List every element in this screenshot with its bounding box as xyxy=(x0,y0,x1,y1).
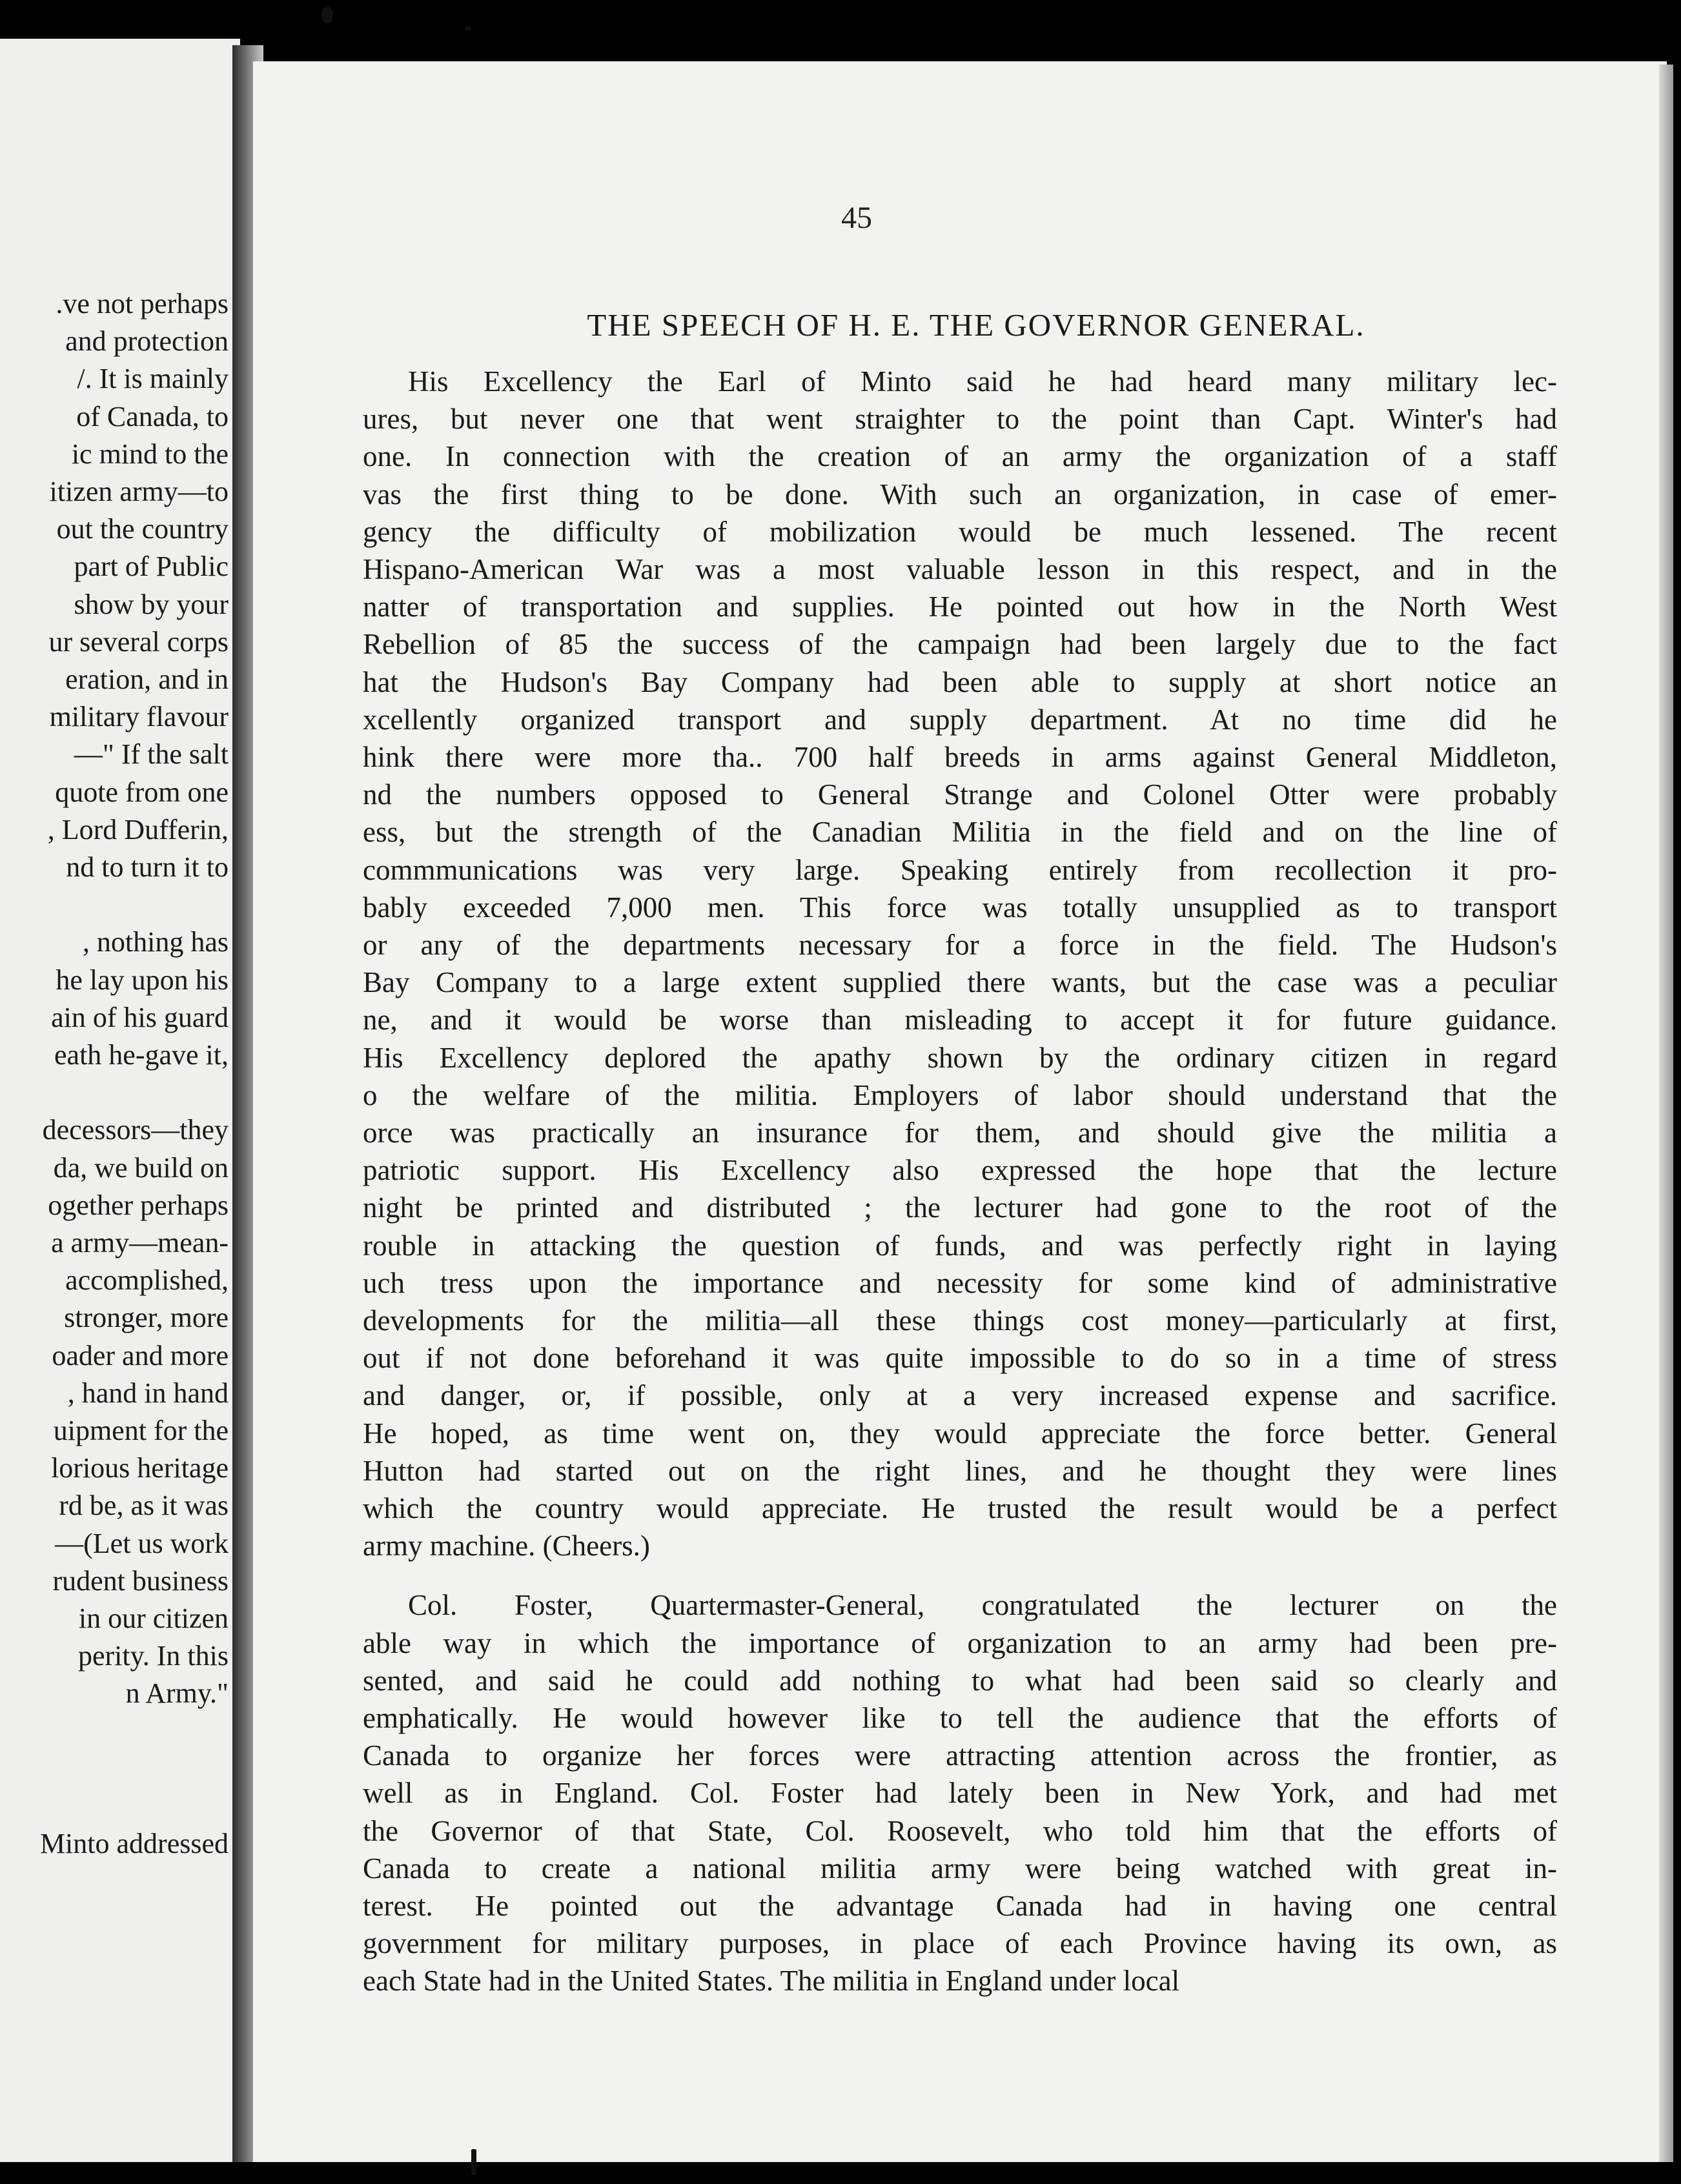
facing-page-line: in our citizen xyxy=(78,1603,229,1634)
body-line: commmunications was very large. Speaking entirely from recollection it pro- xyxy=(363,853,1557,886)
body-line: Canada to organize her forces were attracting attention across the frontier, as xyxy=(363,1739,1557,1772)
scan-speck xyxy=(321,6,333,23)
body-line: or any of the departments necessary for a force in the field. The Hudson's xyxy=(363,929,1557,961)
body-line: developments for the militia—all these things cost money—particularly at first, xyxy=(363,1304,1557,1337)
body-line: sented, and said he could add nothing to what had been said so clearly and xyxy=(363,1664,1557,1697)
body-line: patriotic support. His Excellency also expressed the hope that the lecture xyxy=(363,1154,1557,1187)
body-line: nd the numbers opposed to General Strange and Colonel Otter were probably xyxy=(363,778,1557,811)
facing-page-line: lorious heritage xyxy=(51,1452,229,1484)
facing-page-line: of Canada, to xyxy=(76,400,229,432)
facing-page-line: uipment for the xyxy=(53,1415,229,1446)
body-line: the Governor of that State, Col. Roosevelt, who told him that the efforts of xyxy=(363,1814,1557,1847)
facing-page-line: out the country xyxy=(56,513,229,545)
facing-page-line: itizen army—to xyxy=(49,476,229,507)
body-line: Canada to create a national militia army were being watched with great in- xyxy=(363,1852,1557,1885)
page-heading: THE SPEECH OF H. E. THE GOVERNOR GENERAL. xyxy=(587,307,1365,343)
facing-page-line: oader and more xyxy=(52,1339,229,1371)
body-line: hink there were more tha.. 700 half breeds in arms against General Middleton, xyxy=(363,741,1557,773)
facing-page-line: ain of his guard xyxy=(51,1001,229,1033)
page-edge xyxy=(1659,65,1673,2162)
page-number: 45 xyxy=(841,201,872,235)
facing-page-line: quote from one xyxy=(55,776,229,808)
body-line: government for military purposes, in place of each Province having its own, as xyxy=(363,1927,1557,1960)
body-line: army machine. (Cheers.) xyxy=(363,1530,650,1562)
facing-page-line: a army—mean- xyxy=(51,1227,229,1259)
facing-page-line: show by your xyxy=(74,588,229,620)
facing-page-line: , nothing has xyxy=(82,926,229,958)
body-line: rouble in attacking the question of funds, and was perfectly right in laying xyxy=(363,1229,1557,1262)
facing-page-line: da, we build on xyxy=(53,1151,229,1184)
body-line: uch tress upon the importance and necessity for some kind of administrative xyxy=(363,1266,1557,1299)
body-line: each State had in the United States. The militia in England under local xyxy=(363,1965,1180,1997)
facing-page-line: eration, and in xyxy=(65,663,229,695)
facing-page-line: rd be, as it was xyxy=(59,1490,229,1522)
facing-page-line: military flavour xyxy=(49,701,229,733)
facing-page-line: stronger, more xyxy=(64,1302,229,1334)
body-line: vas the first thing to be done. With such an organization, in case of emer- xyxy=(363,478,1557,511)
facing-page-line: ic mind to the xyxy=(71,438,229,470)
body-line: and danger, or, if possible, only at a very increased expense and sacrifice. xyxy=(363,1379,1557,1412)
body-line: o the welfare of the militia. Employers of labor should understand that the xyxy=(363,1078,1557,1111)
body-line: Rebellion of 85 the success of the campaign had been largely due to the fact xyxy=(363,628,1557,661)
body-line: bably exceeded 7,000 men. This force was totally unsupplied as to transport xyxy=(363,891,1557,924)
facing-page-line: eath he-gave it, xyxy=(54,1039,229,1071)
facing-page-line: ogether perhaps xyxy=(48,1189,229,1221)
body-line: ess, but the strength of the Canadian Militia in the field and on the line of xyxy=(363,816,1557,849)
facing-page-line: Minto addressed xyxy=(39,1828,229,1860)
facing-page-line: /. It is mainly xyxy=(77,363,229,395)
facing-page-line: he lay upon his xyxy=(56,964,229,996)
facing-page-line: part of Public xyxy=(74,551,229,583)
body-line: His Excellency deplored the apathy shown by the ordinary citizen in regard xyxy=(363,1041,1557,1074)
body-line: ures, but never one that went straighter to the point than Capt. Winter's had xyxy=(363,403,1557,436)
facing-page-line: nd to turn it to xyxy=(66,851,229,883)
facing-page-line: and protection xyxy=(65,325,229,358)
facing-page-line: ur several corps xyxy=(48,625,229,658)
facing-page-line: decessors—they xyxy=(42,1114,229,1146)
body-line: Hutton had started out on the right lines, and he thought they were lines xyxy=(363,1454,1557,1487)
facing-page-line: , Lord Dufferin, xyxy=(47,813,229,845)
body-line: natter of transportation and supplies. He pointed out how in the North West xyxy=(363,591,1557,623)
body-line: one. In connection with the creation of an army the organization of a staff xyxy=(363,440,1557,473)
facing-page-line: —" If the salt xyxy=(74,738,229,771)
body-line: xcellently organized transport and supply department. At no time did he xyxy=(363,703,1557,736)
facing-page-line: perity. In this xyxy=(78,1640,229,1672)
facing-page-line: rudent business xyxy=(52,1564,229,1597)
body-line: gency the difficulty of mobilization would be much lessened. The recent xyxy=(363,515,1557,548)
body-line: His Excellency the Earl of Minto said he had heard many military lec- xyxy=(408,365,1557,398)
page-45 xyxy=(253,61,1667,2162)
body-line: Hispano-American War was a most valuable lesson in this respect, and in the xyxy=(363,553,1557,585)
facing-page-line: accomplished, xyxy=(65,1264,229,1297)
facing-page-line: —(Let us work xyxy=(55,1527,229,1559)
body-line: Bay Company to a large extent supplied there wants, but the case was a peculiar xyxy=(363,966,1557,999)
body-line: which the country would appreciate. He trusted the result would be a perfect xyxy=(363,1492,1557,1524)
body-line: able way in which the importance of organization to an army had been pre- xyxy=(363,1626,1557,1659)
body-line: night be printed and distributed ; the lecturer had gone to the root of the xyxy=(363,1191,1557,1224)
body-line: emphatically. He would however like to tell the audience that the efforts of xyxy=(363,1702,1557,1734)
body-line: hat the Hudson's Bay Company had been able to supply at short notice an xyxy=(363,665,1557,698)
scan-speck xyxy=(465,26,471,31)
body-line: terest. He pointed out the advantage Canada had in having one central xyxy=(363,1890,1557,1922)
facing-page-line: , hand in hand xyxy=(67,1377,229,1409)
body-line: well as in England. Col. Foster had lately been in New York, and had met xyxy=(363,1777,1557,1810)
facing-page-line: .ve not perhaps xyxy=(56,288,229,319)
facing-page-left xyxy=(0,39,240,2162)
facing-page-line: n Army." xyxy=(125,1677,229,1710)
body-line: ne, and it would be worse than misleading to accept it for future guidance. xyxy=(363,1004,1557,1036)
body-line: He hoped, as time went on, they would appreciate the force better. General xyxy=(363,1417,1557,1450)
body-line: out if not done beforehand it was quite impossible to do so in a time of stress xyxy=(363,1342,1557,1375)
body-line: orce was practically an insurance for them, and should give the militia a xyxy=(363,1117,1557,1149)
body-line: Col. Foster, Quartermaster-General, congratulated the lecturer on the xyxy=(408,1589,1557,1622)
scan-speck xyxy=(471,2149,476,2175)
